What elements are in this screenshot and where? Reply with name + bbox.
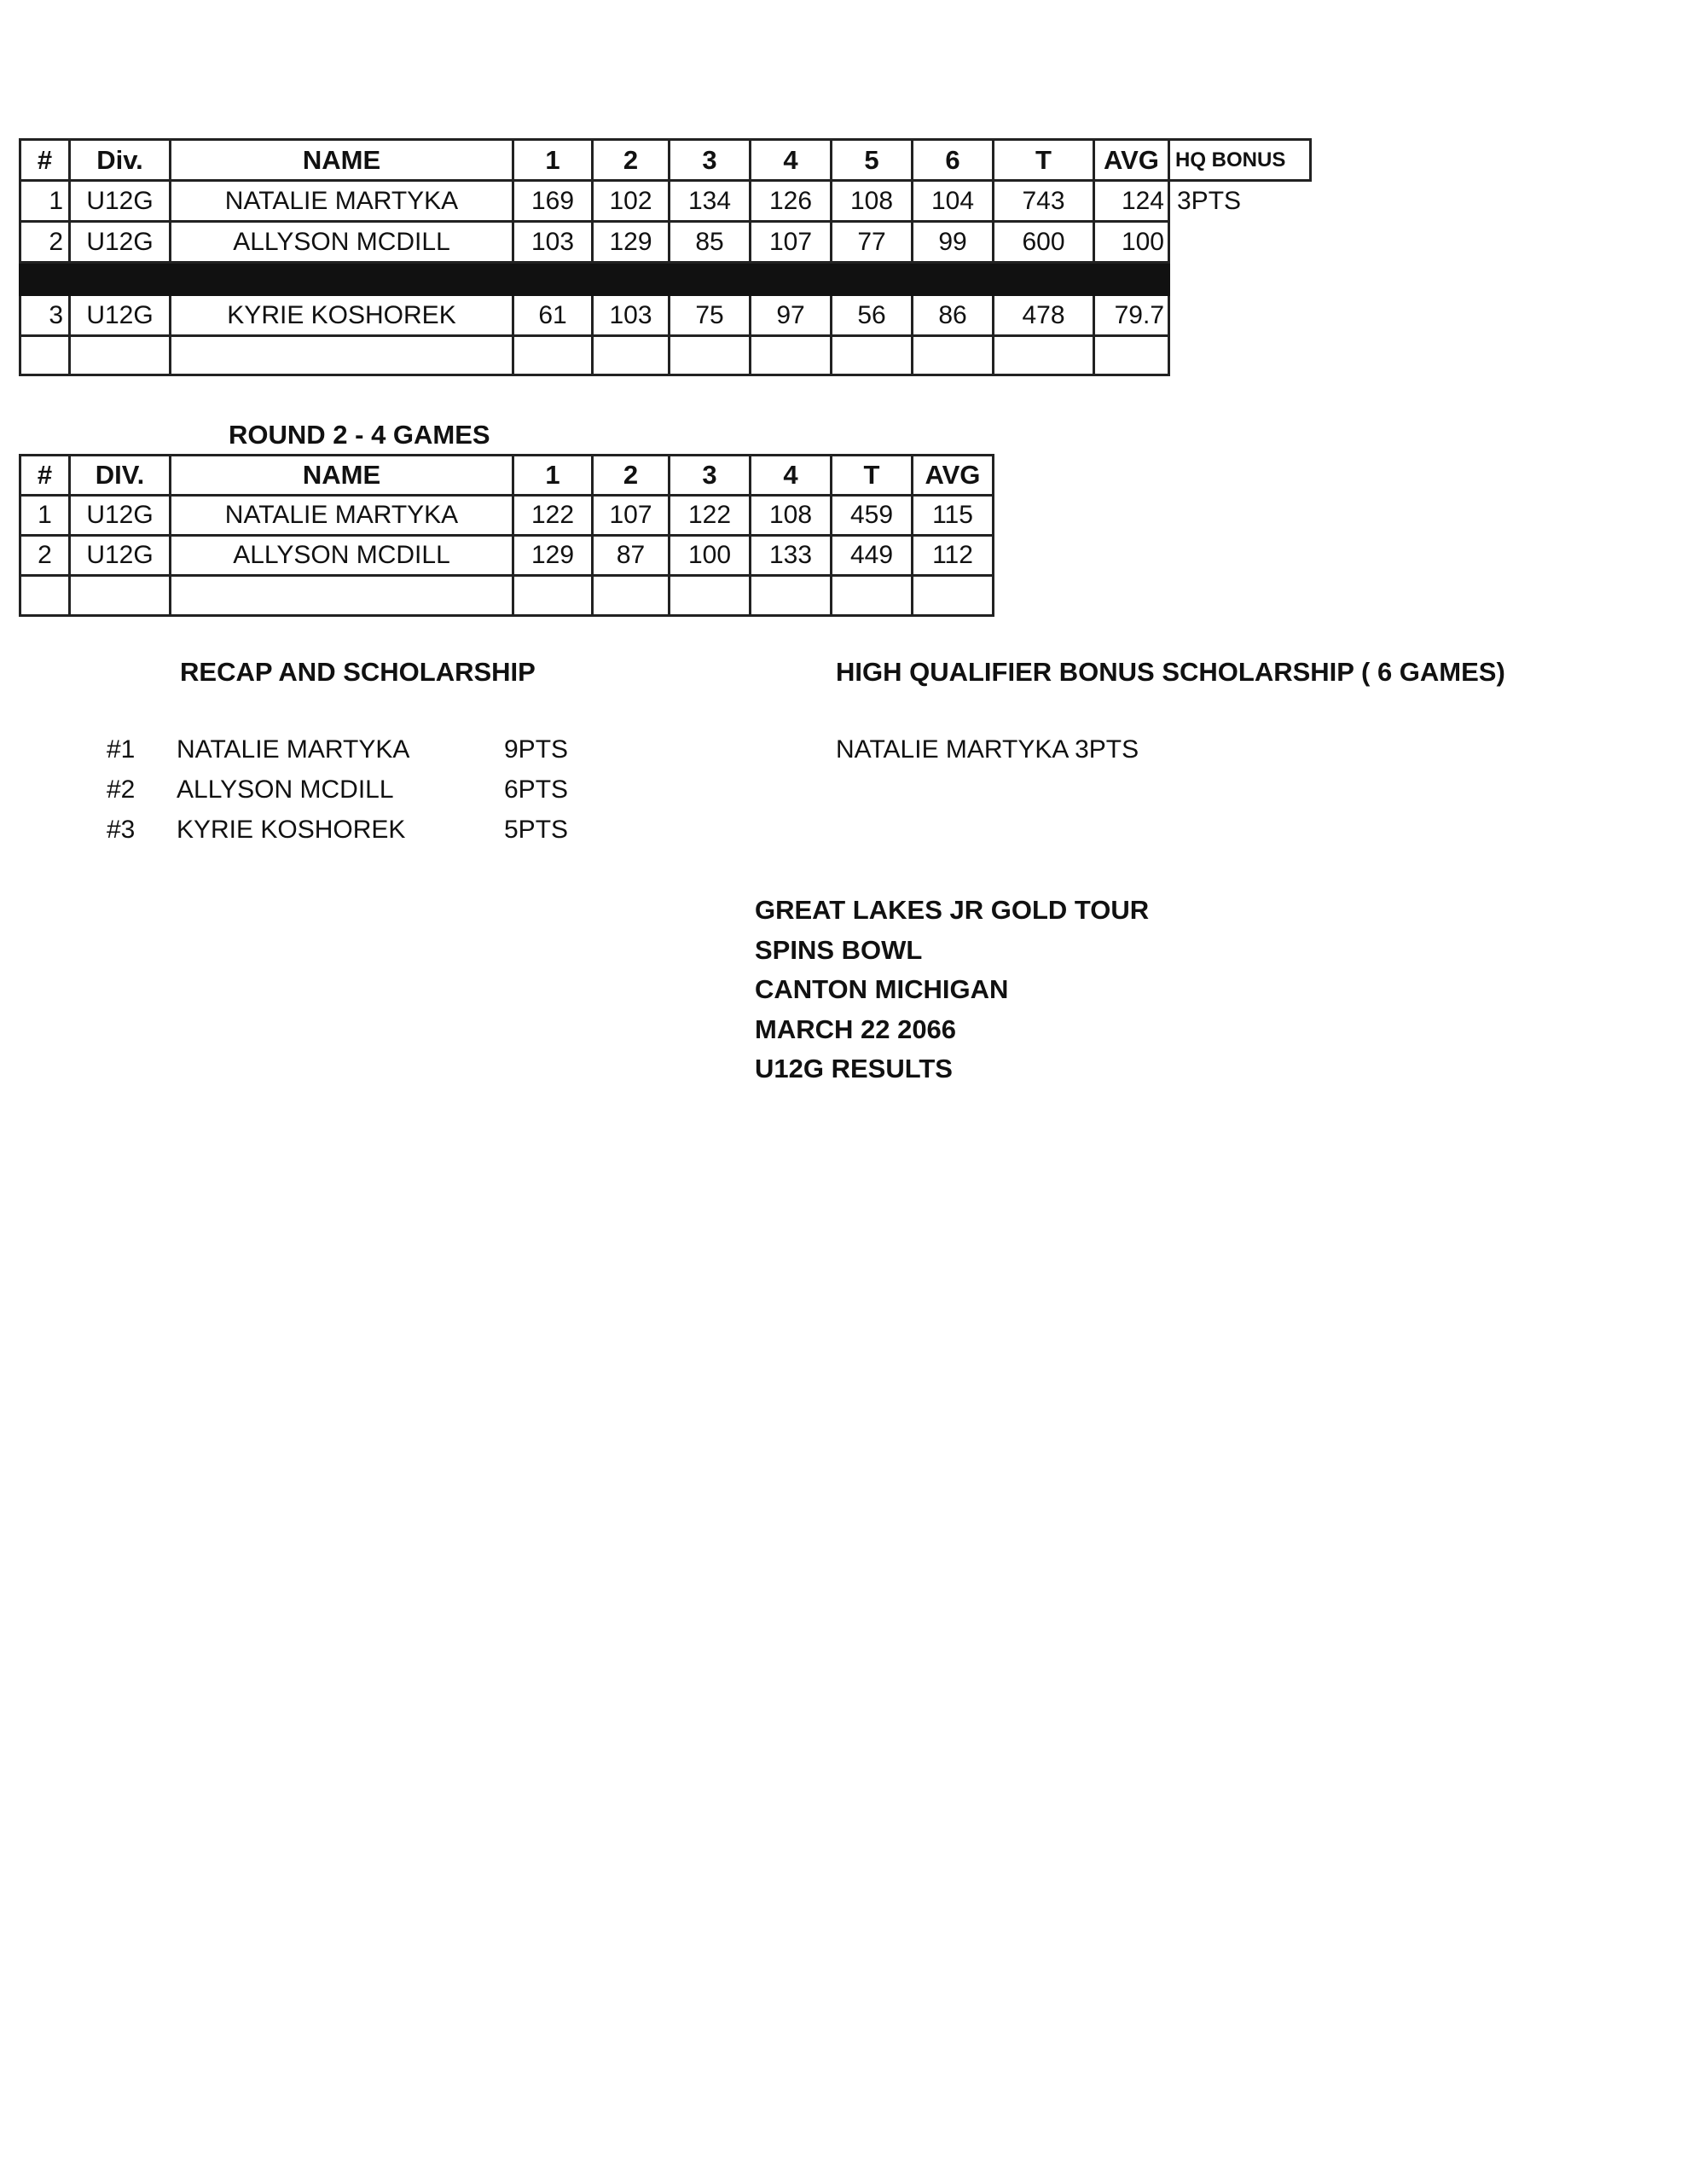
hq-bonus-cell xyxy=(1169,222,1311,263)
rank-cell: 1 xyxy=(20,496,70,536)
rank-cell: 2 xyxy=(20,536,70,576)
col-header-game4: 4 xyxy=(751,140,832,181)
empty-cell xyxy=(670,576,751,616)
col-header-name: NAME xyxy=(171,140,513,181)
col-header-rank: # xyxy=(20,140,70,181)
empty-cell xyxy=(670,336,751,375)
empty-cell xyxy=(171,336,513,375)
event-date: MARCH 22 2066 xyxy=(755,1014,957,1044)
col-header-rank: # xyxy=(20,456,70,496)
table-row xyxy=(20,222,1311,263)
recap-title: RECAP AND SCHOLARSHIP xyxy=(180,657,536,687)
event-venue: SPINS BOWL xyxy=(755,934,923,965)
empty-cell xyxy=(751,576,832,616)
col-header-avg: AVG xyxy=(913,456,994,496)
cut-line-fill xyxy=(20,263,1169,295)
col-header-game2: 2 xyxy=(593,140,670,181)
rank-cell: 3 xyxy=(20,295,70,336)
empty-cell xyxy=(832,336,913,375)
empty-row xyxy=(20,336,1311,375)
round1-table xyxy=(19,138,1312,376)
game-cell: 129 xyxy=(513,536,593,576)
game-cell: 107 xyxy=(751,222,832,263)
avg-cell: 115 xyxy=(913,496,994,536)
name-cell: ALLYSON MCDILL xyxy=(171,222,513,263)
recap-name: NATALIE MARTYKA xyxy=(177,735,410,764)
game-cell: 169 xyxy=(513,181,593,222)
empty-cell xyxy=(832,576,913,616)
name-cell: NATALIE MARTYKA xyxy=(171,181,513,222)
col-header-total: T xyxy=(832,456,913,496)
col-header-game1: 1 xyxy=(513,140,593,181)
col-header-game3: 3 xyxy=(670,140,751,181)
game-cell: 75 xyxy=(670,295,751,336)
game-cell: 99 xyxy=(913,222,994,263)
col-header-total: T xyxy=(994,140,1094,181)
empty-cell xyxy=(20,576,70,616)
name-cell: ALLYSON MCDILL xyxy=(171,536,513,576)
col-header-div: DIV. xyxy=(70,456,171,496)
empty-cell xyxy=(593,336,670,375)
div-cell: U12G xyxy=(70,496,171,536)
cut-line-bar xyxy=(20,263,1311,295)
recap-rank: #1 xyxy=(107,735,136,764)
div-cell: U12G xyxy=(70,536,171,576)
empty-cell xyxy=(913,576,994,616)
game-cell: 122 xyxy=(670,496,751,536)
recap-rank: #2 xyxy=(107,775,136,804)
event-tour: GREAT LAKES JR GOLD TOUR xyxy=(755,895,1150,925)
round2-header-row xyxy=(20,456,994,496)
empty-cell xyxy=(513,336,593,375)
recap-points: 5PTS xyxy=(504,816,569,844)
rank-cell: 1 xyxy=(20,181,70,222)
total-cell: 743 xyxy=(994,181,1094,222)
table-row xyxy=(20,496,994,536)
recap-name: KYRIE KOSHOREK xyxy=(177,816,406,844)
game-cell: 103 xyxy=(593,295,670,336)
game-cell: 108 xyxy=(832,181,913,222)
col-header-game5: 5 xyxy=(832,140,913,181)
recap-points: 9PTS xyxy=(504,735,569,764)
total-cell: 600 xyxy=(994,222,1094,263)
col-header-div: Div. xyxy=(70,140,171,181)
hq-bonus-cell xyxy=(1169,295,1311,336)
col-header-avg: AVG xyxy=(1094,140,1169,181)
game-cell: 77 xyxy=(832,222,913,263)
game-cell: 87 xyxy=(593,536,670,576)
cut-line-spacer xyxy=(1169,263,1311,295)
total-cell: 449 xyxy=(832,536,913,576)
empty-cell xyxy=(1169,336,1311,375)
game-cell: 97 xyxy=(751,295,832,336)
col-header-game4: 4 xyxy=(751,456,832,496)
table-row xyxy=(20,181,1311,222)
empty-cell xyxy=(171,576,513,616)
col-header-hq-bonus: HQ BONUS xyxy=(1169,140,1311,181)
game-cell: 100 xyxy=(670,536,751,576)
game-cell: 133 xyxy=(751,536,832,576)
col-header-name: NAME xyxy=(171,456,513,496)
div-cell: U12G xyxy=(70,222,171,263)
empty-cell xyxy=(994,336,1094,375)
hq-scholarship-winner: NATALIE MARTYKA 3PTS xyxy=(836,735,1139,764)
event-location: CANTON MICHIGAN xyxy=(755,974,1009,1004)
recap-rank: #3 xyxy=(107,816,136,844)
div-cell: U12G xyxy=(70,181,171,222)
col-header-game6: 6 xyxy=(913,140,994,181)
game-cell: 56 xyxy=(832,295,913,336)
col-header-game3: 3 xyxy=(670,456,751,496)
game-cell: 61 xyxy=(513,295,593,336)
avg-cell: 112 xyxy=(913,536,994,576)
total-cell: 478 xyxy=(994,295,1094,336)
game-cell: 108 xyxy=(751,496,832,536)
rank-cell: 2 xyxy=(20,222,70,263)
total-cell: 459 xyxy=(832,496,913,536)
game-cell: 134 xyxy=(670,181,751,222)
name-cell: NATALIE MARTYKA xyxy=(171,496,513,536)
col-header-game1: 1 xyxy=(513,456,593,496)
game-cell: 122 xyxy=(513,496,593,536)
empty-cell xyxy=(70,576,171,616)
empty-cell xyxy=(20,336,70,375)
recap-points: 6PTS xyxy=(504,775,569,804)
empty-cell xyxy=(913,336,994,375)
recap-name: ALLYSON MCDILL xyxy=(177,775,394,804)
div-cell: U12G xyxy=(70,295,171,336)
game-cell: 104 xyxy=(913,181,994,222)
game-cell: 103 xyxy=(513,222,593,263)
game-cell: 102 xyxy=(593,181,670,222)
empty-cell xyxy=(751,336,832,375)
empty-cell xyxy=(513,576,593,616)
empty-row xyxy=(20,576,994,616)
event-results-label: U12G RESULTS xyxy=(755,1054,953,1083)
col-header-game2: 2 xyxy=(593,456,670,496)
game-cell: 126 xyxy=(751,181,832,222)
hq-scholarship-title: HIGH QUALIFIER BONUS SCHOLARSHIP ( 6 GAMES) xyxy=(836,657,1505,687)
empty-cell xyxy=(70,336,171,375)
table-row xyxy=(20,295,1311,336)
event-info xyxy=(755,891,1149,1089)
empty-cell xyxy=(593,576,670,616)
game-cell: 86 xyxy=(913,295,994,336)
empty-cell xyxy=(1094,336,1169,375)
round1-header-row xyxy=(20,140,1311,181)
hq-bonus-cell: 3PTS xyxy=(1177,187,1242,216)
name-cell: KYRIE KOSHOREK xyxy=(171,295,513,336)
game-cell: 107 xyxy=(593,496,670,536)
game-cell: 129 xyxy=(593,222,670,263)
avg-cell: 100 xyxy=(1094,222,1169,263)
avg-cell: 79.7 xyxy=(1094,295,1169,336)
table-row xyxy=(20,536,994,576)
game-cell: 85 xyxy=(670,222,751,263)
round2-table xyxy=(19,454,994,617)
avg-cell: 124 xyxy=(1094,181,1169,222)
round2-title: ROUND 2 - 4 GAMES xyxy=(229,420,490,450)
